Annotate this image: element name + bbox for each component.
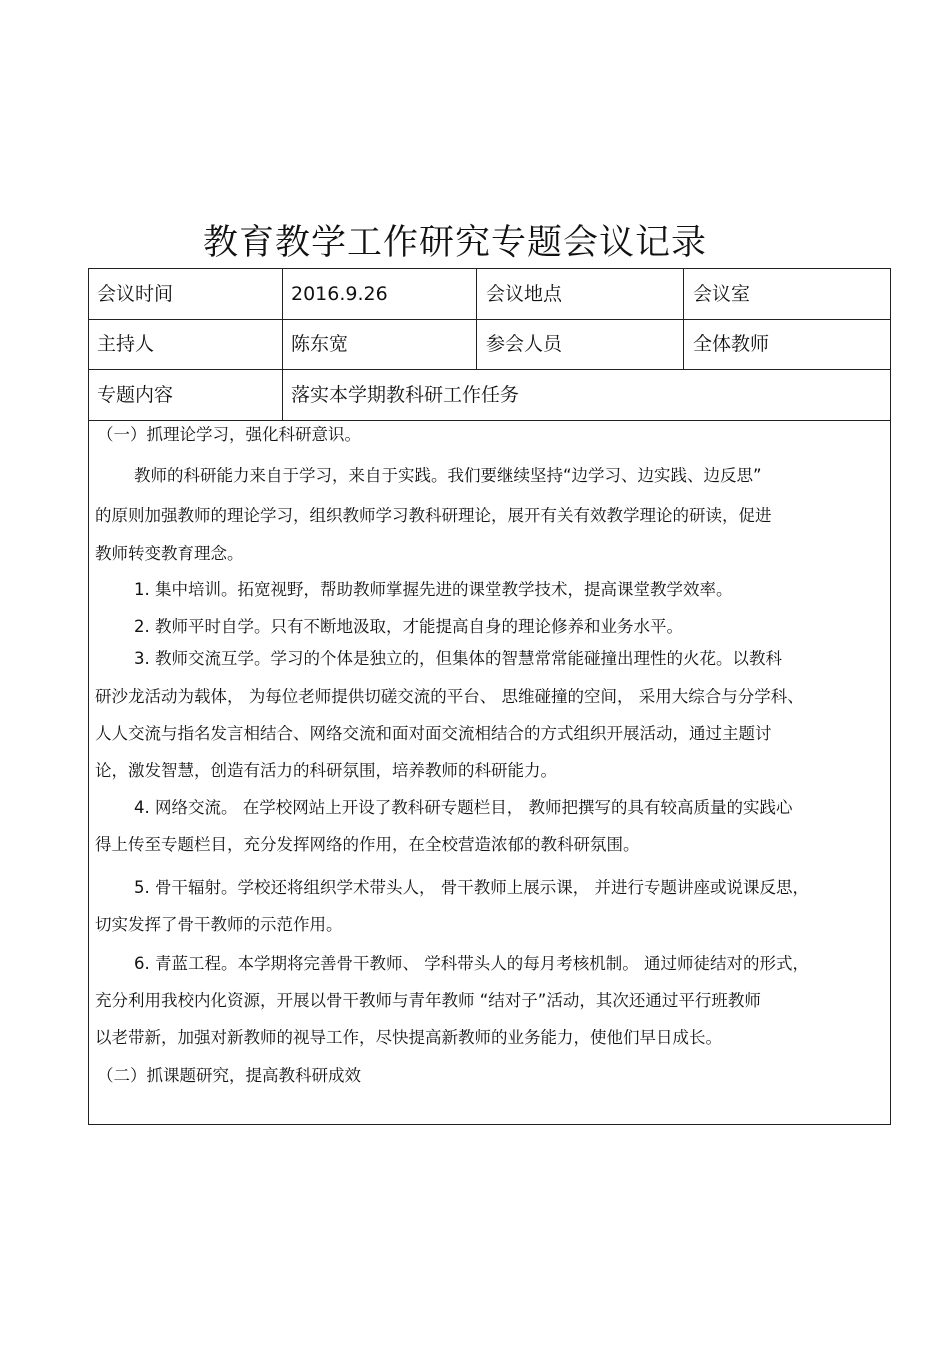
table-row-divider-1 xyxy=(88,319,891,320)
document-title: 教育教学工作研究专题会议记录 xyxy=(202,223,707,263)
item-6-line-1: 6. 青蓝工程。本学期将完善骨干教师、 学科带头人的每月考核机制。 通过师徒结对的形式， xyxy=(134,954,809,973)
item-5-line-1: 5. 骨干辐射。学校还将组织学术带头人， 骨干教师上展示课， 并进行专题讲座或说课反思， xyxy=(134,878,809,897)
item-5-line-2: 切实发挥了骨干教师的示范作用。 xyxy=(95,915,343,934)
host-label: 主持人 xyxy=(97,333,155,355)
table-border-top xyxy=(88,268,891,269)
item-4-line-2: 得上传至专题栏目，充分发挥网络的作用，在全校营造浓郁的教科研氛围。 xyxy=(95,835,640,854)
table-col-divider-1 xyxy=(282,268,283,420)
meeting-time-label: 会议时间 xyxy=(97,283,174,305)
table-row-divider-2 xyxy=(88,369,891,370)
item-2: 2. 教师平时自学。只有不断地汲取，才能提高自身的理论修养和业务水平。 xyxy=(134,617,683,636)
item-1: 1. 集中培训。拓宽视野，帮助教师掌握先进的课堂教学技术，提高课堂教学效率。 xyxy=(134,580,733,599)
intro-line-1: 教师的科研能力来自于学习，来自于实践。我们要继续坚持“边学习、边实践、边反思” xyxy=(134,466,762,485)
item-3-line-3: 人人交流与指名发言相结合、网络交流和面对面交流相结合的方式组织开展活动，通过主题讨 xyxy=(95,724,772,743)
meeting-place-value: 会议室 xyxy=(693,283,751,305)
topic-value: 落实本学期教科研工作任务 xyxy=(291,384,520,406)
table-row-divider-3 xyxy=(88,420,891,421)
item-3-line-1: 3. 教师交流互学。学习的个体是独立的，但集体的智慧常常能碰撞出理性的火花。以教科 xyxy=(134,649,782,668)
item-3-line-4: 论，激发智慧，创造有活力的科研氛围，培养教师的科研能力。 xyxy=(95,761,557,780)
intro-line-3: 教师转变教育理念。 xyxy=(95,544,244,563)
attendees-value: 全体教师 xyxy=(693,333,770,355)
item-6-line-2: 充分利用我校内化资源，开展以骨干教师与青年教师 “结对子”活动，其次还通过平行班教师 xyxy=(95,991,761,1010)
intro-line-2: 的原则加强教师的理论学习，组织教师学习教科研理论，展开有关有效教学理论的研读，促进 xyxy=(95,506,772,525)
item-3-line-2: 研沙龙活动为载体， 为每位老师提供切磋交流的平台、 思维碰撞的空间， 采用大综合与分学科、 xyxy=(95,687,804,706)
item-4-line-1: 4. 网络交流。 在学校网站上开设了教科研专题栏目， 教师把撰写的具有较高质量的实践心 xyxy=(134,798,793,817)
table-border-bottom xyxy=(88,1124,891,1125)
table-col-divider-3 xyxy=(683,268,684,370)
meeting-place-label: 会议地点 xyxy=(486,283,563,305)
table-border-left xyxy=(88,268,89,1125)
host-value: 陈东宽 xyxy=(291,333,349,355)
topic-label: 专题内容 xyxy=(97,384,174,406)
section2-heading: （二）抓课题研究，提高教科研成效 xyxy=(97,1066,361,1085)
table-col-divider-2 xyxy=(476,268,477,370)
section1-heading: （一）抓理论学习，强化科研意识。 xyxy=(97,425,361,444)
meeting-time-value: 2016.9.26 xyxy=(291,283,388,305)
item-6-line-3: 以老带新，加强对新教师的视导工作，尽快提高新教师的业务能力，使他们早日成长。 xyxy=(95,1028,722,1047)
table-border-right xyxy=(890,268,891,1125)
attendees-label: 参会人员 xyxy=(486,333,563,355)
